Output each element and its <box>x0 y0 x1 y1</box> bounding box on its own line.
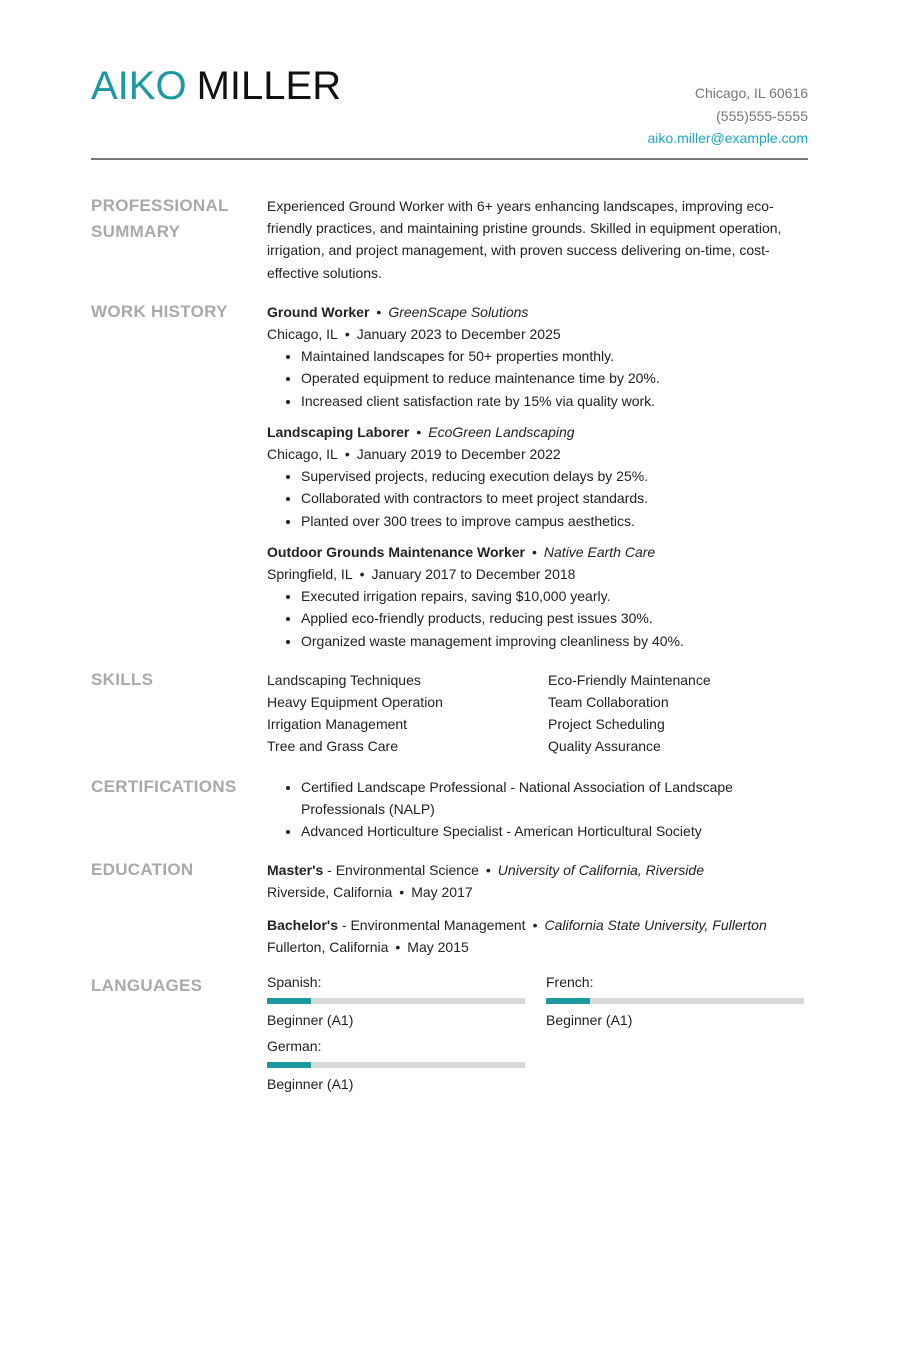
summary-heading: PROFESSIONAL SUMMARY <box>91 196 229 241</box>
graduation-date: May 2017 <box>411 884 473 901</box>
skill-item: Tree and Grass Care <box>267 738 398 755</box>
language-entry <box>267 1039 525 1094</box>
education-meta <box>267 936 808 958</box>
job-bullet: • Applied eco-friendly products, reducing pest issues 30%. <box>301 607 808 629</box>
resume-header <box>91 0 808 160</box>
skill-item: Landscaping Techniques <box>267 671 421 688</box>
contact-email-link[interactable]: aiko.miller@example.com <box>647 130 808 146</box>
summary-text: Experienced Ground Worker with 6+ years enhancing landscapes, improving eco-friendly practices, and maintaining pristine grounds. Skilled in equipment operation, irrigation, and project management, with proven success delivering on-time, cost-effective solutions. <box>267 198 782 281</box>
education-list <box>267 859 808 958</box>
separator-dot: • <box>395 938 401 955</box>
separator-dot: • <box>416 423 422 440</box>
skill-item: Project Scheduling <box>548 716 665 733</box>
job-bullet: • Planted over 300 trees to improve campus aesthetics. <box>301 510 808 532</box>
separator-dot: • <box>359 566 365 583</box>
job-bullet: • Maintained landscapes for 50+ properties monthly. <box>301 345 808 367</box>
job-bullet: • Organized waste management improving cleanliness by 40%. <box>301 630 808 652</box>
work-history-heading: WORK HISTORY <box>91 301 228 321</box>
job-bullets <box>267 465 808 532</box>
education-header <box>267 859 808 881</box>
certifications-section <box>91 776 808 843</box>
language-name: Spanish: <box>267 974 322 991</box>
skills-section <box>91 669 808 758</box>
job-bullet: • Operated equipment to reduce maintenance time by 20%. <box>301 367 808 389</box>
job-entry <box>267 421 808 532</box>
job-title: Landscaping Laborer <box>267 423 410 440</box>
school-location: Riverside, California <box>267 884 393 901</box>
field-of-study: - Environmental Science <box>323 862 479 879</box>
language-proficiency-bar <box>267 998 525 1004</box>
job-bullet: • Collaborated with contractors to meet project standards. <box>301 487 808 509</box>
school-name: California State University, Fullerton <box>544 916 767 933</box>
job-dates: January 2019 to December 2022 <box>356 446 561 463</box>
language-proficiency-bar <box>267 1062 525 1068</box>
skill-item: Quality Assurance <box>548 738 661 755</box>
separator-dot: • <box>399 884 405 901</box>
job-dates: January 2017 to December 2018 <box>371 566 576 583</box>
skill-item: Team Collaboration <box>548 694 669 711</box>
job-company: GreenScape Solutions <box>388 303 529 320</box>
job-header <box>267 421 808 443</box>
contact-info <box>648 82 808 150</box>
languages-section <box>91 975 808 1094</box>
skills-heading: SKILLS <box>91 669 154 689</box>
job-bullet: • Increased client satisfaction rate by 15% via quality work. <box>301 390 808 412</box>
work-history-section <box>91 301 808 652</box>
separator-dot: • <box>532 916 538 933</box>
job-title: Outdoor Grounds Maintenance Worker <box>267 543 525 560</box>
school-name: University of California, Riverside <box>497 862 704 879</box>
languages-heading: LANGUAGES <box>91 976 203 996</box>
education-header <box>267 914 808 936</box>
job-entry <box>267 301 808 412</box>
job-header <box>267 301 808 323</box>
job-company: Native Earth Care <box>543 543 656 560</box>
job-location: Springfield, IL <box>267 566 353 583</box>
job-location: Chicago, IL <box>267 326 338 343</box>
job-company: EcoGreen Landscaping <box>428 423 575 440</box>
degree: Bachelor's <box>267 916 339 933</box>
language-proficiency-fill <box>546 998 590 1004</box>
education-entry <box>267 914 808 958</box>
separator-dot: • <box>344 446 350 463</box>
graduation-date: May 2015 <box>407 938 469 955</box>
separator-dot: • <box>344 326 350 343</box>
job-meta <box>267 443 808 465</box>
job-bullets <box>267 585 808 652</box>
field-of-study: - Environmental Management <box>338 916 526 933</box>
skills-grid <box>267 669 808 758</box>
degree: Master's <box>267 862 324 879</box>
contact-phone: (555)555-5555 <box>716 107 808 124</box>
certifications-heading: CERTIFICATIONS <box>91 776 237 796</box>
education-heading: EDUCATION <box>91 860 194 880</box>
candidate-name <box>91 62 341 110</box>
first-name: AIKO <box>91 64 187 108</box>
education-meta <box>267 881 808 903</box>
work-history-list <box>267 301 808 652</box>
language-proficiency-fill <box>267 1062 311 1068</box>
skill-item: Irrigation Management <box>267 716 408 733</box>
separator-dot: • <box>485 862 491 879</box>
job-bullets <box>267 345 808 412</box>
language-entry <box>267 975 525 1030</box>
education-entry <box>267 859 808 903</box>
job-dates: January 2023 to December 2025 <box>356 326 561 343</box>
languages-grid <box>267 975 808 1094</box>
job-header <box>267 541 808 563</box>
certification-item: • Advanced Horticulture Specialist - American Horticultural Society <box>301 820 808 842</box>
language-name: French: <box>546 974 594 991</box>
language-level: Beginner (A1) <box>267 1076 354 1093</box>
certifications-body <box>267 776 808 843</box>
school-location: Fullerton, California <box>267 938 389 955</box>
certifications-list <box>267 776 808 843</box>
summary-section <box>91 195 808 284</box>
job-entry <box>267 541 808 652</box>
language-name: German: <box>267 1038 322 1055</box>
job-bullet: • Supervised projects, reducing execution delays by 25%. <box>301 465 808 487</box>
education-section <box>91 859 808 958</box>
last-name: MILLER <box>196 64 342 108</box>
job-bullet: • Executed irrigation repairs, saving $10,000 yearly. <box>301 585 808 607</box>
language-level: Beginner (A1) <box>546 1012 633 1029</box>
job-location: Chicago, IL <box>267 446 338 463</box>
separator-dot: • <box>532 543 537 560</box>
job-meta <box>267 323 808 345</box>
job-meta <box>267 563 808 585</box>
job-title: Ground Worker <box>267 303 370 320</box>
skill-item: Heavy Equipment Operation <box>267 694 443 711</box>
language-proficiency-fill <box>267 998 311 1004</box>
separator-dot: • <box>376 303 382 320</box>
skill-item: Eco-Friendly Maintenance <box>548 671 711 688</box>
contact-city: Chicago, IL 60616 <box>694 85 808 101</box>
header-divider <box>91 158 808 160</box>
language-proficiency-bar <box>546 998 804 1004</box>
language-level: Beginner (A1) <box>267 1012 354 1029</box>
certification-item: • Certified Landscape Professional - National Association of Landscape Professionals (NALP) <box>301 776 808 820</box>
language-entry <box>546 975 804 1030</box>
